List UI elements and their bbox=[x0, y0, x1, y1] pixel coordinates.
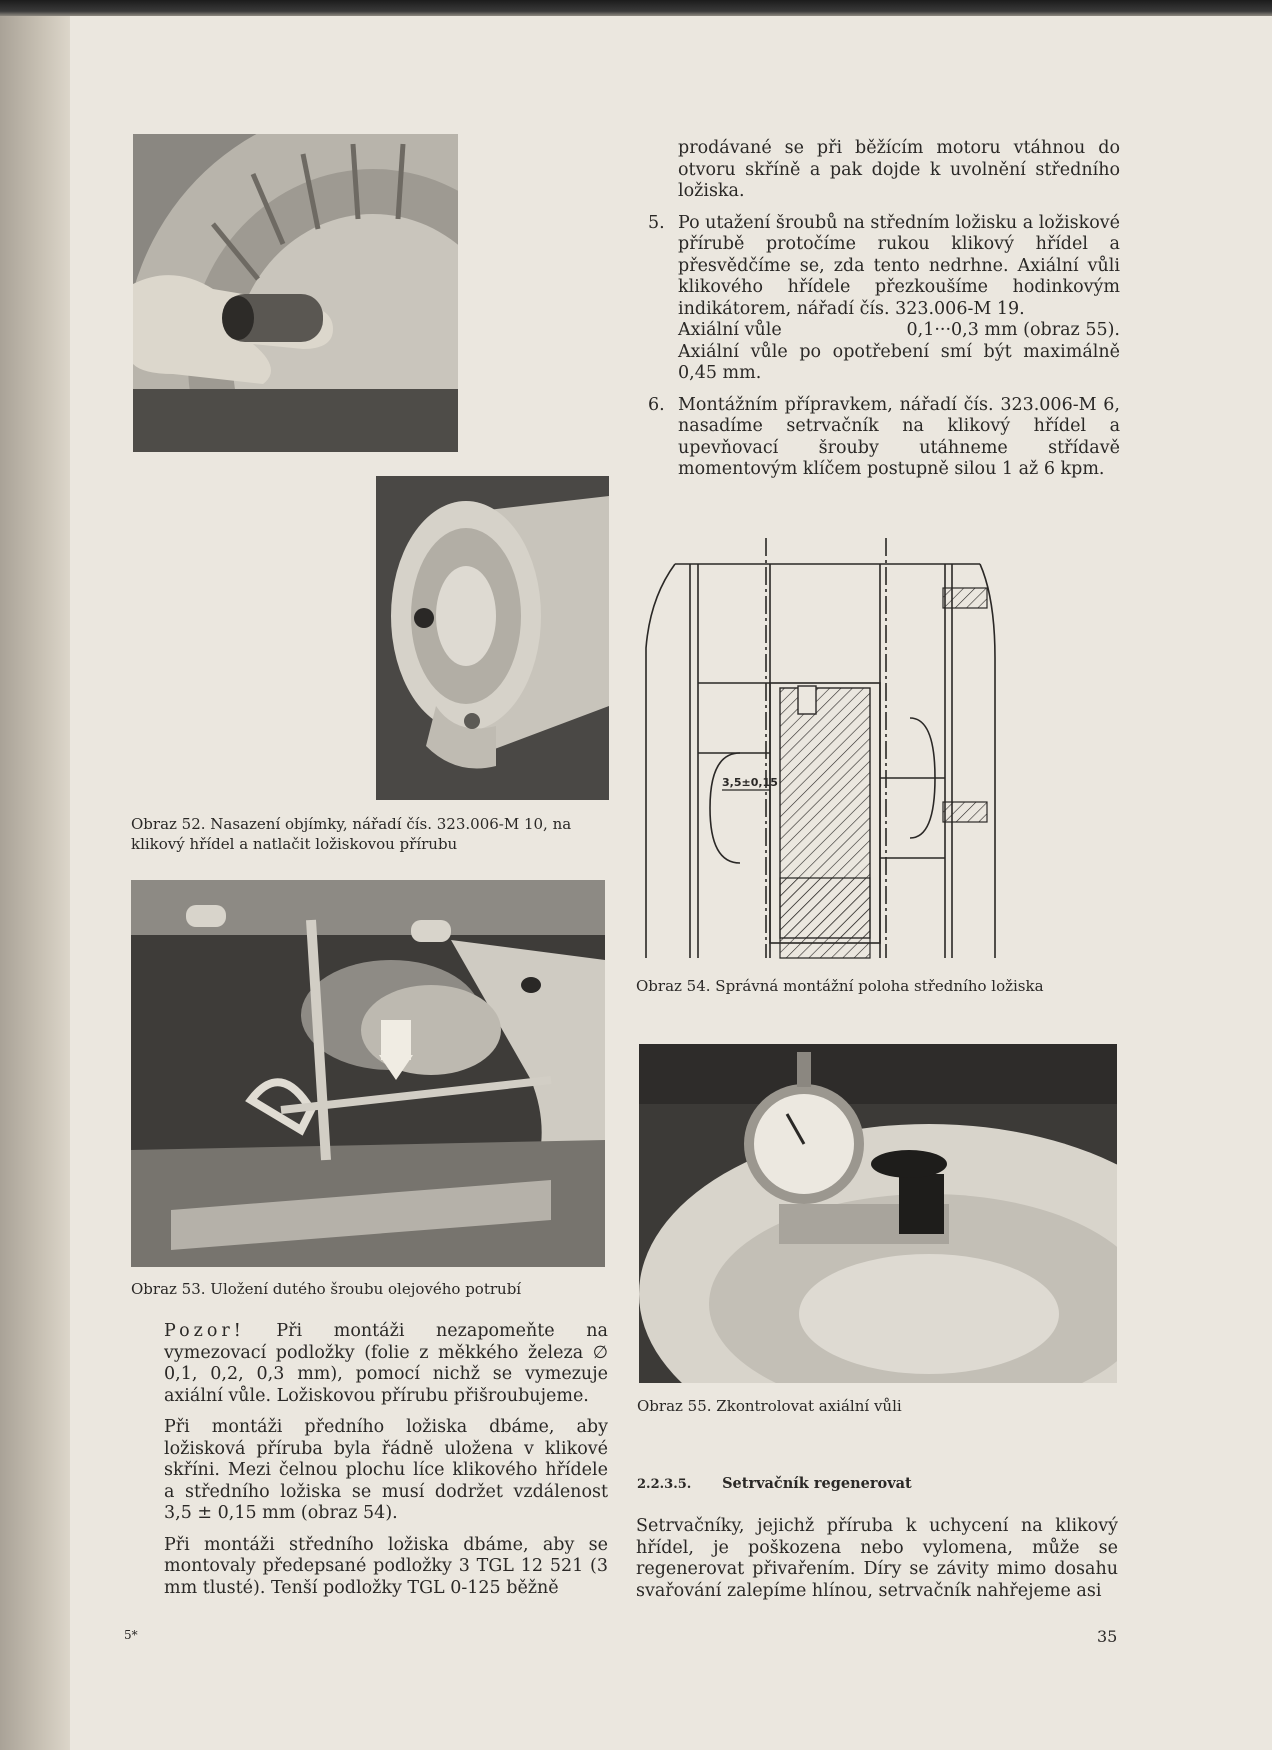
fig54-dimension-label: 3,5±0,15 bbox=[722, 776, 778, 789]
middle-bearing-paragraph: Při montáži středního ložiska dbáme, aby se montovaly předepsané podložky 3 TGL 12 521 (3 mm tlusté). Tenší podložky TGL 0-125 běžně bbox=[164, 1534, 608, 1598]
book-spine-shadow bbox=[0, 0, 70, 1750]
step-5-text: Po utažení šroubů na středním ložisku a ložiskové přírubě protočíme rukou klikový hřídel a přesvědčíme se, zda tento nedrhne. Axiální vůli klikového hřídele přezkoušíme hodinkovým indikátorem, nářadí čís. 323.006-M 19. bbox=[678, 212, 1121, 319]
section-paragraph: Setrvačníky, jejichž příruba k uchycení na klikový hřídel, je poškozena nebo vylomena, může se regenerovat přivařením. Díry se závity mimo dosahu svařování zalepíme hlínou, setrvačník nahřejeme asi bbox=[636, 1516, 1118, 1601]
intro-paragraph: prodávané se při běžícím motoru vtáhnou do otvoru skříně a pak dojde k uvolnění středního ložiska. bbox=[678, 138, 1120, 201]
front-bearing-paragraph: Při montáži předního ložiska dbáme, aby ložisková příruba byla řádně uložena v klikové skříni. Mezi čelnou plochu líce klikového hřídele a středního ložiska se musí dodržet vzdálenost 3,5 ± 0,15 mm (obraz 54). bbox=[164, 1417, 608, 1523]
section-number: 2.2.3.5. bbox=[637, 1477, 692, 1492]
bearing-section-drawing bbox=[640, 538, 1000, 960]
step-5 bbox=[648, 213, 1120, 385]
step-5-number: 5. bbox=[648, 212, 665, 233]
left-bottom-text bbox=[164, 1321, 608, 1599]
step-6-number: 6. bbox=[648, 394, 665, 415]
fig52-photo-hand-bearing bbox=[133, 134, 458, 452]
fig52-caption-text: Obraz 52. Nasazení objímky, nářadí čís. 323.006-M 10, na klikový hřídel a natlačit ložiskovou přírubu bbox=[131, 815, 572, 853]
fig52-photo-crankcase bbox=[376, 476, 609, 800]
fig55-caption-text: Obraz 55. Zkontrolovat axiální vůli bbox=[637, 1397, 902, 1415]
fig54-drawing bbox=[640, 538, 1000, 960]
fig53-caption bbox=[131, 1279, 611, 1299]
page-number: 35 bbox=[1097, 1627, 1118, 1646]
axial-play-value: 0,1···0,3 mm (obraz 55). bbox=[906, 320, 1120, 340]
section-heading bbox=[637, 1475, 1117, 1492]
section-title: Setrvačník regenerovat bbox=[722, 1475, 912, 1492]
pozor-text: Při montáži nezapomeňte na vymezovací podložky (folie z měkkého železa ∅ 0,1, 0,2, 0,3 mm), pomocí nichž se vymezuje axiální vůle. Ložiskovou přírubu přišroubujeme. bbox=[164, 1321, 608, 1406]
fig53-caption-text: Obraz 53. Uložení dutého šroubu olejového potrubí bbox=[131, 1280, 522, 1298]
signature-mark: 5* bbox=[124, 1628, 138, 1642]
right-top-text bbox=[648, 138, 1120, 481]
fig54-caption bbox=[636, 976, 1116, 996]
section-text bbox=[636, 1516, 1118, 1602]
step-6 bbox=[648, 395, 1120, 481]
fig54-caption-text: Obraz 54. Správná montážní poloha středního ložiska bbox=[636, 977, 1044, 995]
axial-play-label: Axiální vůle bbox=[678, 320, 782, 340]
pozor-word: Pozor! bbox=[164, 1321, 245, 1341]
fig52-caption bbox=[131, 814, 616, 854]
step-6-text: Montážním přípravkem, nářadí čís. 323.006-M 6, nasadíme setrvačník na klikový hřídel a upevňovací šrouby utáhneme střídavě momentovým klíčem postupně silou 1 až 6 kpm. bbox=[678, 394, 1120, 479]
fig55-photo-dial-gauge bbox=[639, 1044, 1117, 1383]
fig55-caption bbox=[637, 1396, 1117, 1416]
worn-axial-play-text: Axiální vůle po opotřebení smí být maximálně 0,45 mm. bbox=[678, 341, 1120, 383]
top-edge bbox=[0, 0, 1272, 16]
pozor-paragraph bbox=[164, 1321, 608, 1407]
fig53-photo-oil-pipe bbox=[131, 880, 605, 1267]
axial-play-row bbox=[678, 320, 1120, 342]
